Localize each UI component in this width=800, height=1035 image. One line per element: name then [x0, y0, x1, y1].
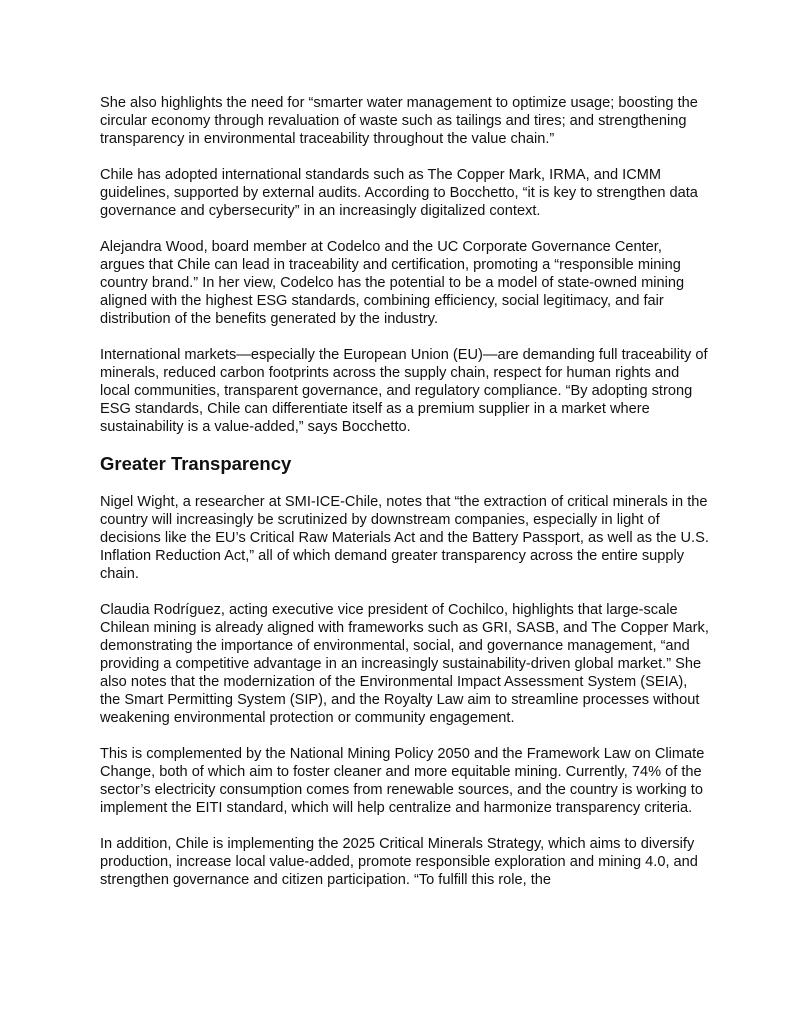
paragraph-claudia-rodriguez: Claudia Rodríguez, acting executive vice president of Cochilco, highlights that large-scale Chilean mining is already aligned with frameworks such as GRI, SASB, and The Copper Mark, demonstrating the importance of environmental, social, and governance management, “and providing a competitive advantage in an increasingly sustainability-driven global market.” She also notes that the modernization of the Environmental Impact Assessment System (SEIA), the Smart Permitting System (SIP), and the Royalty Law aim to streamline processes without weakening environmental protection or community engagement. [100, 602, 709, 726]
paragraph-alejandra-wood: Alejandra Wood, board member at Codelco and the UC Corporate Governance Center, argues that Chile can lead in traceability and certification, promoting a “responsible mining country brand.” In her view, Codelco has the potential to be a model of state-owned mining aligned with the highest ESG standards, combining efficiency, social legitimacy, and fair distribution of the benefits generated by the industry. [100, 239, 685, 327]
section-heading: Greater Transparency [100, 453, 292, 474]
document-page [100, 94, 710, 907]
paragraph-international-standards: Chile has adopted international standards such as The Copper Mark, IRMA, and ICMM guidelines, supported by external audits. According to Bocchetto, “it is key to strengthen data governance and cybersecurity” in an increasingly digitalized context. [100, 167, 698, 219]
paragraph-international-markets: International markets—especially the European Union (EU)—are demanding full traceability of minerals, reduced carbon footprints across the supply chain, respect for human rights and local communities, transparent governance, and regulatory compliance. “By adopting strong ESG standards, Chile can differentiate itself as a premium supplier in a market where sustainability is a value-added,” says Bocchetto. [100, 347, 708, 435]
paragraph-critical-minerals-strategy: In addition, Chile is implementing the 2025 Critical Minerals Strategy, which aims to diversify production, increase local value-added, promote responsible exploration and mining 4.0, and strengthen governance and citizen participation. “To fulfill this role, the [100, 836, 698, 888]
paragraph-nigel-wight: Nigel Wight, a researcher at SMI-ICE-Chile, notes that “the extraction of critical minerals in the country will increasingly be scrutinized by downstream companies, especially in light of decisions like the EU’s Critical Raw Materials Act and the Battery Passport, as well as the U.S. Inflation Reduction Act,” all of which demand greater transparency across the entire supply chain. [100, 494, 709, 582]
paragraph-national-mining-policy: This is complemented by the National Mining Policy 2050 and the Framework Law on Climate Change, both of which aim to foster cleaner and more equitable mining. Currently, 74% of the sector’s electricity consumption comes from renewable sources, and the country is working to implement the EITI standard, which will help centralize and harmonize transparency criteria. [100, 746, 705, 816]
paragraph-water-management: She also highlights the need for “smarter water management to optimize usage; boosting the circular economy through revaluation of waste such as tailings and tires; and strengthening transparency in environmental traceability throughout the value chain.” [100, 95, 698, 147]
